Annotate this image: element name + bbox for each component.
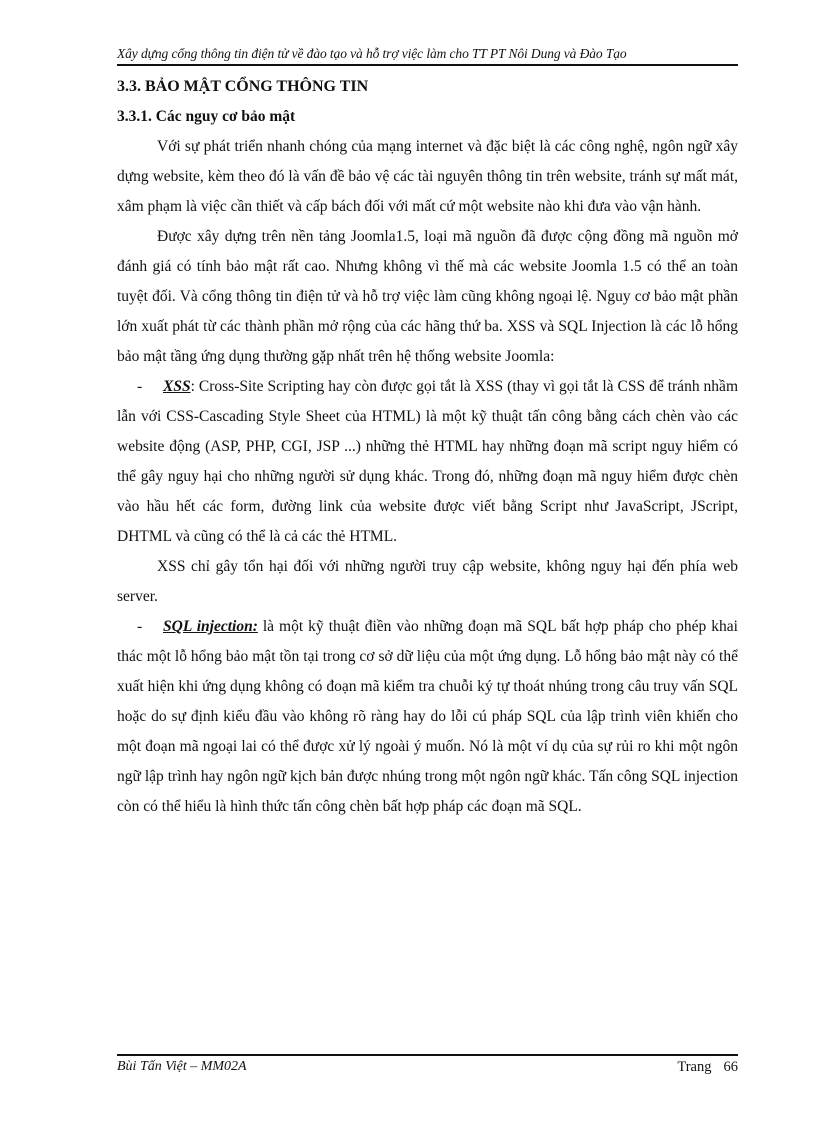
paragraph-xss-note: XSS chỉ gây tổn hại đối với những người truy cập website, không nguy hại đến phía web server. (117, 558, 738, 605)
bullet-dash: - (137, 378, 143, 395)
term-xss: XSS (163, 378, 191, 395)
bullet-sql-text: là một kỹ thuật điền vào những đoạn mã SQL bất hợp pháp cho phép khai thác một lỗ hổng bảo mật tồn tại trong cơ sở dữ liệu của một ứng dụng. Lỗ hổng bảo mật này có thể xuất hiện khi ứng dụng không có đoạn mã kiểm tra chuỗi ký tự thoát nhúng trong câu truy vấn SQL hoặc do sự định kiểu đầu vào không rõ ràng hay do lỗi cú pháp SQL của lập trình viên khiến cho một đoạn mã ngoại lai có thể được xử lý ngoài ý muốn. Nó là một ví dụ của sự rủi ro khi một ngôn ngữ lập trình hay ngôn ngữ kịch bản được nhúng trong một ngôn ngữ khác. Tấn công SQL injection còn có thể hiểu là hình thức tấn công chèn bất hợp pháp các đoạn mã SQL. (117, 618, 738, 815)
term-sql-injection: SQL injection: (163, 618, 258, 635)
page-number: 66 (723, 1059, 738, 1075)
bullet-sql-injection (117, 612, 738, 822)
footer-page (672, 1059, 738, 1076)
bullet-xss-text: : Cross-Site Scripting hay còn được gọi tắt là XSS (thay vì gọi tắt là CSS để tránh nhầm lẫn với CSS-Cascading Style Sheet của HTML) là một kỹ thuật tấn công bằng cách chèn vào các website động (ASP, PHP, CGI, JSP ...) những thẻ HTML hay những đoạn mã script nguy hiểm có thể gây nguy hại cho những người sử dụng khác. Trong đó, những đoạn mã nguy hiểm được chèn vào hầu hết các form, đường link của website được viết bằng Script như JavaScript, JScript, DHTML và cũng có thể là cả các thẻ HTML. (117, 378, 738, 545)
paragraph-intro: Với sự phát triển nhanh chóng của mạng internet và đặc biệt là các công nghệ, ngôn ngữ xây dựng website, kèm theo đó là vấn đề bảo vệ các tài nguyên thông tin trên website, tránh sự mất mát, xâm phạm là việc cần thiết và cấp bách đối với mất cứ một website nào khi đưa vào vận hành. (117, 138, 738, 215)
running-header: Xây dựng cổng thông tin điện tử về đào tạo và hỗ trợ việc làm cho TT PT Nôi Dung và Đào Tạo (117, 46, 627, 61)
bullet-dash: - (137, 618, 143, 635)
header-divider (117, 64, 738, 66)
page-content (117, 72, 738, 822)
footer-author: Bùi Tấn Việt – MM02A (117, 1059, 247, 1074)
paragraph-joomla: Được xây dựng trên nền tảng Joomla1.5, loại mã nguồn đã được cộng đồng mã nguồn mở đánh giá có tính bảo mật rất cao. Nhưng không vì thế mà các website Joomla 1.5 có thể an toàn tuyệt đối. Và cổng thông tin điện tử và hỗ trợ việc làm cũng không ngoại lệ. Nguy cơ bảo mật phần lớn xuất phát từ các thành phần mở rộng của các hãng thứ ba. XSS và SQL Injection là các lỗ hổng bảo mật tầng ứng dụng thường gặp nhất trên hệ thống website Joomla: (117, 228, 738, 365)
footer-divider (117, 1054, 738, 1056)
bullet-xss (117, 372, 738, 552)
page-label: Trang (677, 1059, 712, 1075)
section-heading: 3.3. BẢO MẬT CỔNG THÔNG TIN (117, 78, 369, 95)
subsection-heading: 3.3.1. Các nguy cơ bảo mật (117, 108, 296, 125)
